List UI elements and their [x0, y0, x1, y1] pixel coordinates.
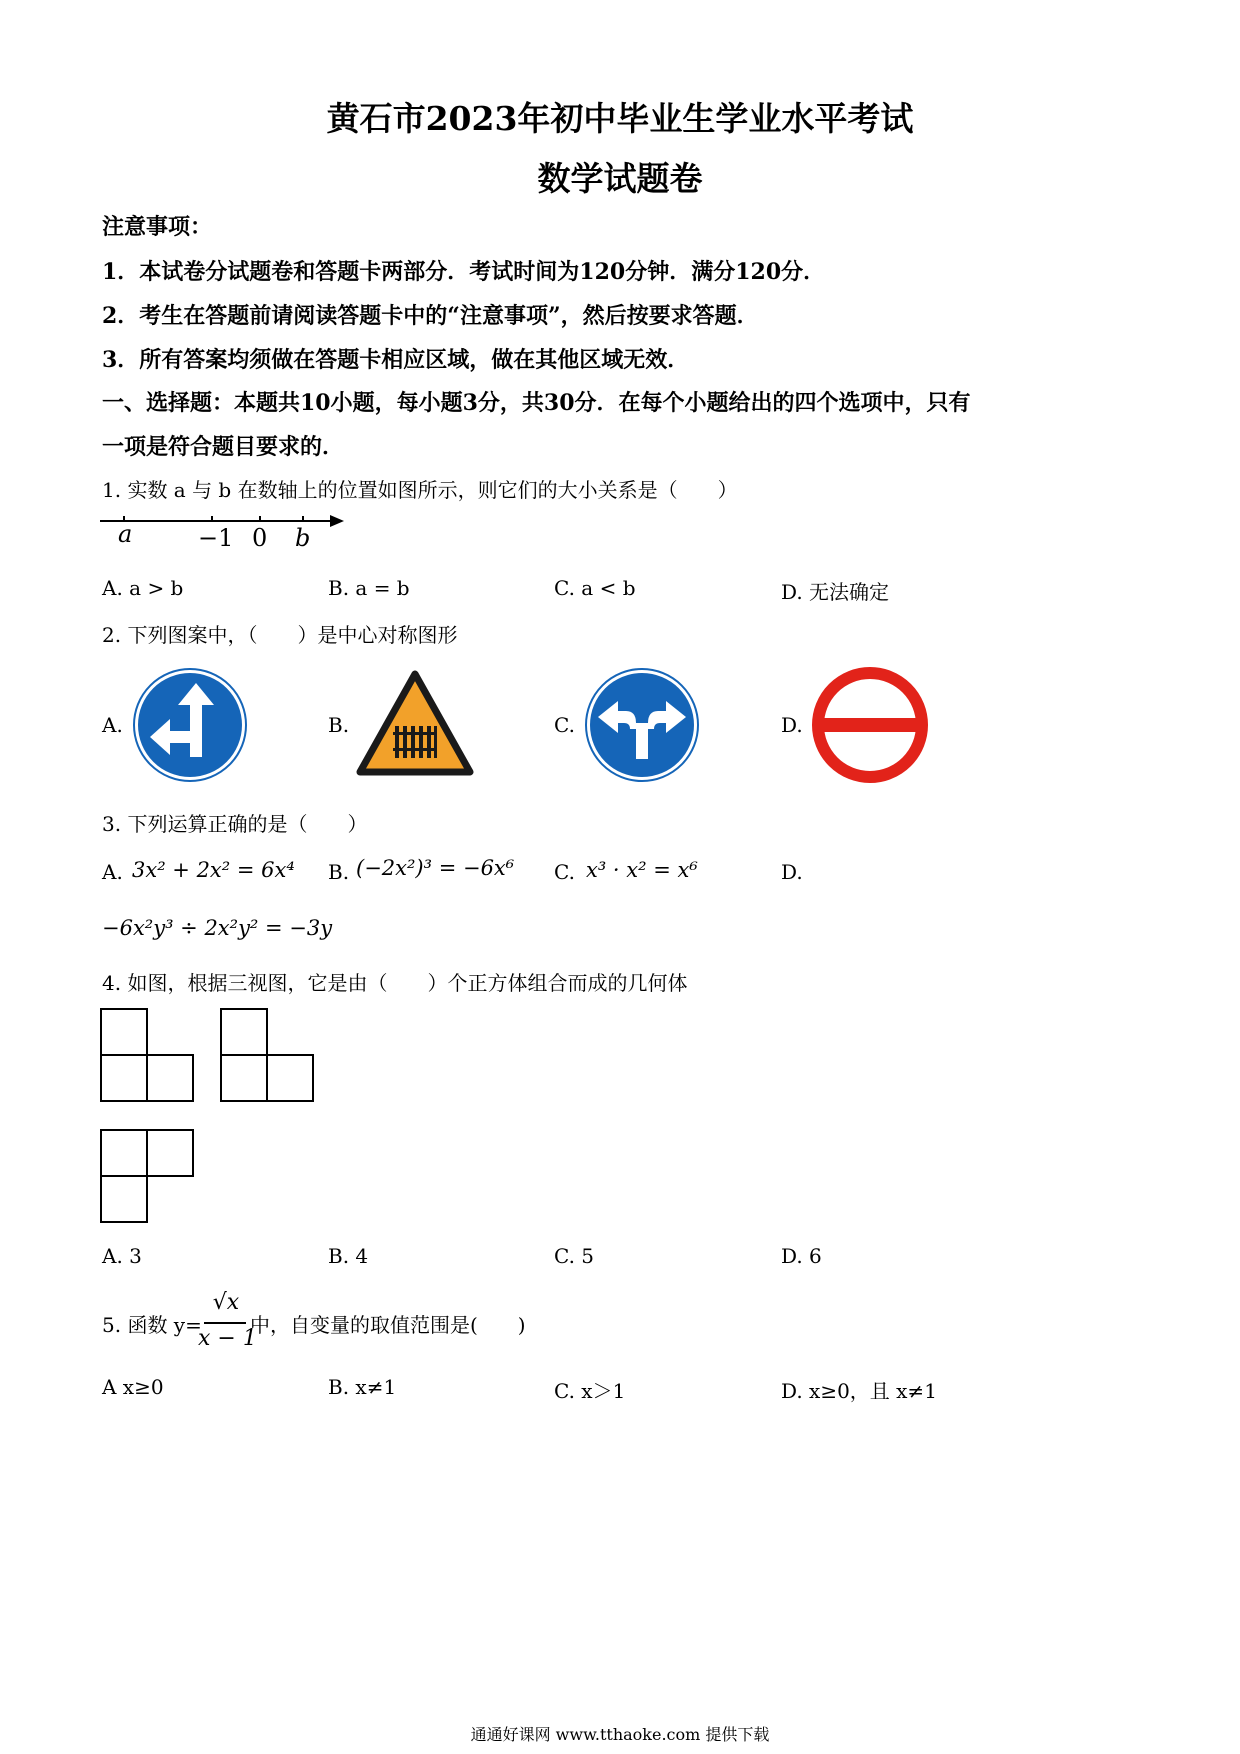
q3-option-d-expression: −6x²y³ ÷ 2x²y² = −3y: [102, 916, 333, 940]
section-heading-line2: 一项是符合题目要求的．: [102, 434, 345, 460]
q5-option-c[interactable]: C. x＞1: [554, 1379, 626, 1403]
fraction-numerator: √x: [212, 1290, 240, 1315]
q2-option-d-letter[interactable]: D.: [781, 713, 803, 737]
q3-option-b-expression: (−2x²)³ = −6x⁶: [356, 856, 515, 880]
q2-option-b-letter[interactable]: B.: [328, 713, 350, 737]
q1-option-c[interactable]: C. a < b: [554, 576, 636, 600]
q5-option-a[interactable]: A x≥0: [102, 1375, 164, 1399]
left-right-turn-sign-icon[interactable]: [584, 667, 700, 783]
no-entry-sign-icon[interactable]: [810, 665, 930, 785]
number-line-arrow: [330, 515, 344, 527]
question-3-stem: 3. 下列运算正确的是（ ）: [102, 812, 368, 836]
question-1-stem: 1. 实数 a 与 b 在数轴上的位置如图所示，则它们的大小关系是（ ）: [102, 478, 738, 502]
question-2-stem: 2. 下列图案中，（ ）是中心对称图形: [102, 623, 458, 647]
axis-label-zero: 0: [252, 524, 268, 552]
question-4-stem: 4. 如图，根据三视图，它是由（ ）个正方体组合而成的几何体: [102, 971, 688, 995]
footer-download-note: 通通好课网 www.tthaoke.com 提供下载: [470, 1725, 770, 1744]
axis-label-b: b: [295, 524, 311, 552]
q2-option-a-letter[interactable]: A.: [102, 713, 123, 737]
q4-option-b[interactable]: B. 4: [328, 1244, 369, 1268]
axis-label-a: a: [118, 520, 133, 548]
note-item-3: 3．所有答案均须做在答题卡相应区域，做在其他区域无效．: [102, 347, 690, 373]
q4-option-c[interactable]: C. 5: [554, 1244, 595, 1268]
q5-option-d[interactable]: D. x≥0，且 x≠1: [781, 1379, 937, 1403]
front-view-diagram: [100, 1008, 196, 1102]
section-heading-line1: 一、选择题：本题共10小题，每小题3分，共30分．在每个小题给出的四个选项中，只有: [102, 390, 971, 416]
q5-option-b[interactable]: B. x≠1: [328, 1375, 397, 1399]
q3-option-d-letter[interactable]: D.: [781, 860, 803, 884]
q3-option-a-expression: 3x² + 2x² = 6x⁴: [132, 858, 295, 882]
q3-option-a-letter[interactable]: A.: [102, 860, 123, 884]
railway-crossing-warning-icon[interactable]: [356, 670, 474, 776]
q3-option-c-expression: x³ · x² = x⁶: [586, 858, 698, 882]
question-5-stem-prefix: 5. 函数 y=: [102, 1313, 202, 1337]
q1-option-d[interactable]: D. 无法确定: [781, 580, 890, 604]
exam-title: 黄石市2023年初中毕业生学业水平考试: [326, 99, 914, 138]
note-item-1: 1．本试卷分试题卷和答题卡两部分．考试时间为120分钟．满分120分．: [102, 259, 826, 285]
q2-option-c-letter[interactable]: C.: [554, 713, 575, 737]
side-view-diagram: [220, 1008, 316, 1102]
q1-option-b[interactable]: B. a = b: [328, 576, 410, 600]
q4-option-d[interactable]: D. 6: [781, 1244, 822, 1268]
q3-option-c-letter[interactable]: C.: [554, 860, 575, 884]
paper-subtitle: 数学试题卷: [537, 159, 703, 198]
note-item-2: 2．考生在答题前请阅读答题卡中的“注意事项”，然后按要求答题．: [102, 303, 759, 329]
fraction-denominator: x − 1: [198, 1326, 257, 1351]
q1-option-a[interactable]: A. a > b: [102, 576, 184, 600]
left-turn-straight-sign-icon[interactable]: [132, 667, 248, 783]
axis-label-minus-one: −1: [198, 524, 234, 552]
notes-heading: 注意事项：: [102, 214, 213, 240]
fraction-bar: [204, 1322, 246, 1324]
question-5-stem-suffix: 中，自变量的取值范围是( ): [250, 1313, 526, 1337]
q3-option-b-letter[interactable]: B.: [328, 860, 350, 884]
q4-option-a[interactable]: A. 3: [102, 1244, 142, 1268]
top-view-diagram: [100, 1129, 196, 1223]
